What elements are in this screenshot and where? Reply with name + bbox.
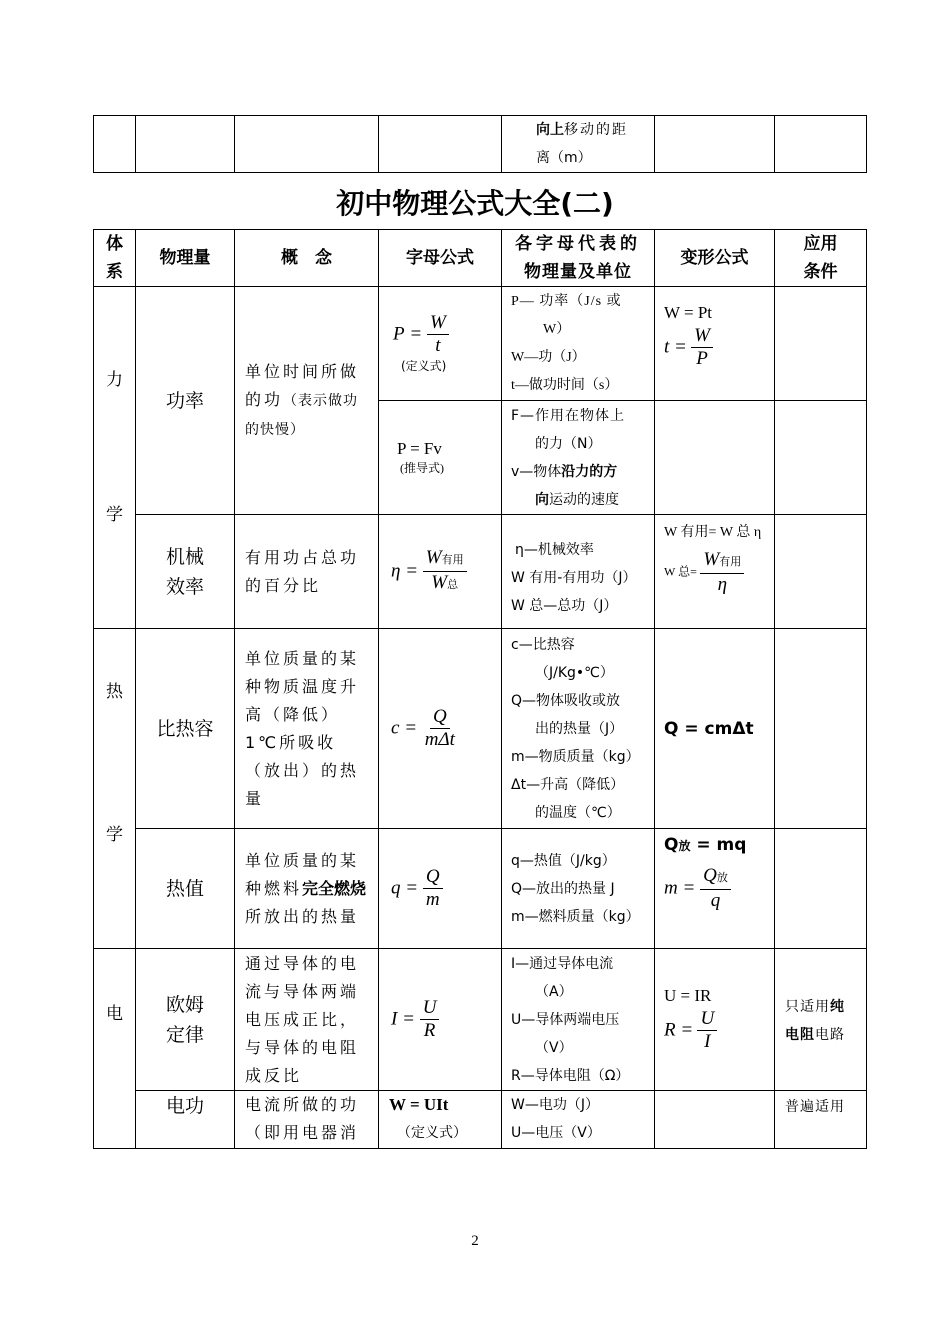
condition-power (775, 287, 867, 401)
vars-heat-value: q—热值（J/kg） Q—放出的热量 J m—燃料质量（kg） (502, 829, 655, 949)
table-row-power-1 (94, 287, 867, 401)
concept-electric-work: 电流所做的功（即用电器消 (235, 1091, 379, 1149)
header-condition: 应用 条件 (775, 230, 867, 287)
system-electric: 电 (94, 949, 136, 1149)
vars-power-1: P— 功率（J/s 或 W） W—功（J） t—做功时间（s） (502, 287, 655, 401)
formula-power-definition: P = $\frac{W}{t}$ (定义式) (379, 287, 502, 401)
continuation-table (93, 115, 867, 173)
concept-specific-heat: 单位质量的某种物质温度升高（降低）1℃所吸收（放出）的热量 (235, 629, 379, 829)
table-row-electric-work (94, 1091, 867, 1149)
vars-power-2: F—作用在物体上 的力（N） v—物体沿力的方 向运动的速度 (502, 401, 655, 515)
header-derived: 变形公式 (655, 230, 775, 287)
vars-efficiency: η—机械效率 W 有用-有用功（J） W 总—总功（J） (502, 515, 655, 629)
header-quantity: 物理量 (136, 230, 235, 287)
header-meaning: 各字母代表的 物理量及单位 (502, 230, 655, 287)
concept-efficiency: 有用功占总功的百分比 (235, 515, 379, 629)
table-row-ohm (94, 949, 867, 1091)
table-row-efficiency (94, 515, 867, 629)
condition-electric-work: 普遍适用 (775, 1091, 867, 1149)
table-row-heat-value (94, 829, 867, 949)
vars-electric-work: W—电功（J） U—电压（V） (502, 1091, 655, 1149)
page-number: 2 (471, 1233, 479, 1249)
formula-specific-heat: c = $\frac{Q}{\text{mΔt}}$ (379, 629, 502, 829)
formula-power-derived: P = Fv (推导式) (379, 401, 502, 515)
quantity-heat-value: 热值 (136, 829, 235, 949)
formula-ohm: I = $\frac{U}{R}$ (379, 949, 502, 1091)
header-system: 体 系 (94, 230, 136, 287)
concept-power: 单位时间所做的功（表示做功的快慢） (235, 287, 379, 515)
vars-specific-heat: c—比热容 （J/Kg•℃） Q—物体吸收或放 出的热量（J） m—物质质量（kg） Δt—升高（降低） 的温度（℃） (502, 629, 655, 829)
power-fraction: $\frac{W}{t}$ (427, 312, 449, 357)
quantity-ohm: 欧姆 定律 (136, 949, 235, 1091)
continuation-vars: 向上移动的距 离（m） (502, 116, 655, 173)
vars-ohm: I—通过导体电流 （A） U—导体两端电压 （V） R—导体电阻（Ω） (502, 949, 655, 1091)
derived-efficiency: W 有用= W 总 η W 总= $\frac{\text{W有用}}{\eta}$ (655, 515, 775, 629)
quantity-power: 功率 (136, 287, 235, 515)
condition-ohm: 只适用纯 电阻电路 (775, 949, 867, 1091)
continuation-row (94, 116, 867, 173)
concept-heat-value: 单位质量的某种燃料完全燃烧所放出的热量 (235, 829, 379, 949)
page-title: 初中物理公式大全(二) (336, 187, 614, 220)
derived-specific-heat: Q = cmΔt (655, 629, 775, 829)
table-header-row (94, 230, 867, 287)
derived-ohm: U = IR R = $\frac{U}{I}$ (655, 949, 775, 1091)
quantity-efficiency: 机械 效率 (136, 515, 235, 629)
table-row-specific-heat (94, 629, 867, 829)
formula-electric-work: W = UIt （定义式） (379, 1091, 502, 1149)
derived-power: W = Pt t = $\frac{W}{P}$ (655, 287, 775, 401)
formula-heat-value: q = $\frac{Q}{m}$ (379, 829, 502, 949)
derived-heat-value: Q放 = mq m = $\frac{\text{Q放}}{q}$ (655, 829, 775, 949)
formula-table (93, 229, 867, 1149)
system-mechanics: 力 学 (94, 287, 136, 629)
concept-ohm: 通过导体的电流与导体两端电压成正比，与导体的电阻成反比 (235, 949, 379, 1091)
quantity-specific-heat: 比热容 (136, 629, 235, 829)
header-formula: 字母公式 (379, 230, 502, 287)
system-heat: 热 学 (94, 629, 136, 949)
header-concept: 概 念 (235, 230, 379, 287)
quantity-electric-work: 电功 (136, 1091, 235, 1149)
formula-efficiency: η = $\frac{\text{W有用}}{\text{W总}}$ (379, 515, 502, 629)
